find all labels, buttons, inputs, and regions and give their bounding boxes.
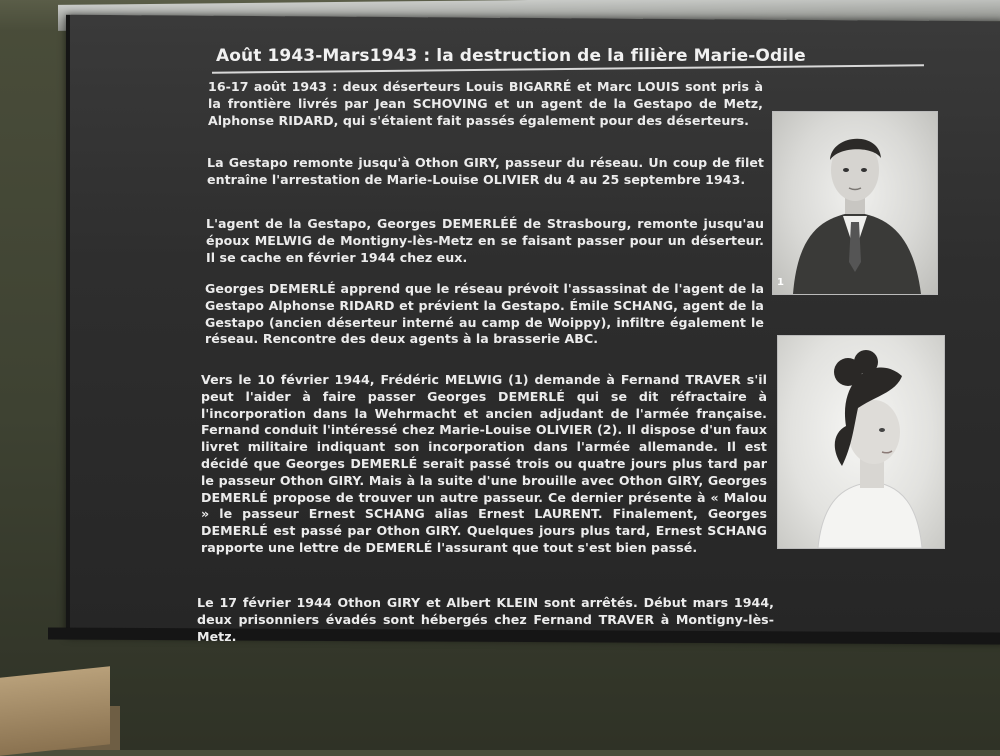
woman-portrait-illustration [778,336,944,548]
paragraph-1: 16-17 août 1943 : deux déserteurs Louis BIGARRÉ et Marc LOUIS sont pris à la frontière livrés par Jean SCHOVING et un agent de la Gestapo de Metz, Alphonse RIDARD, qui s'étaient fait passés également pour des déserteurs. [208,79,763,128]
slide-title: Août 1943-Mars1943 : la destruction de la filière Marie-Odile [216,46,806,66]
paragraph-6: Le 17 février 1944 Othon GIRY et Albert KLEIN sont arrêtés. Début mars 1944, deux prisonniers évadés sont hébergés chez Fernand TRAVER à Montigny-lès-Metz. [197,595,774,644]
portrait-photo-man [772,111,938,295]
man-portrait-illustration [773,112,937,294]
paragraph-5: Vers le 10 février 1944, Frédéric MELWIG (1) demande à Fernand TRAVER s'il peut l'aider à faire passer Georges DEMERLÉ qui se dit réfractaire à l'incorporation dans la Wehrmacht et ancien adjudant de l'armée française. Fernand conduit l'intéressé chez Marie-Louise OLIVIER (2). Il dispose d'un faux livret militaire indiquant son incorporation dans l'armée allemande. Il est décidé que Georges DEMERLÉ serait passé trois ou quatre jours plus tard par le passeur Othon GIRY. Mais à la suite d'une brouille avec Othon GIRY, Georges DEMERLÉ propose de trouver un autre passeur. Ce dernier présente à « Malou » le passeur Ernest SCHANG alias Ernest LAURENT. Finalement, Georges DEMERLÉ est passé par Othon GIRY. Quelques jours plus tard, Ernest SCHANG rapporte une lettre de DEMERLÉ l'assurant que tout s'est bien passé. [201,372,767,555]
paragraph-3: L'agent de la Gestapo, Georges DEMERLÉÉ de Strasbourg, remonte jusqu'au époux MELWIG de Montigny-lès-Metz en se faisant passer pour un déserteur. Il se cache en février 1944 chez eux. [206,216,764,265]
portrait-photo-woman [777,335,945,549]
wooden-desk-corner [0,666,110,756]
paragraph-4: Georges DEMERLÉ apprend que le réseau prévoit l'assassinat de l'agent de la Gestapo Alphonse RIDARD et prévient la Gestapo. Émile SCHANG, agent de la Gestapo (ancien déserteur interné au camp de Woippy), infiltre également le réseau. Rencontre des deux agents à la brasserie ABC. [205,281,764,347]
paragraph-2: La Gestapo remonte jusqu'à Othon GIRY, passeur du réseau. Un coup de filet entraîne l'arrestation de Marie-Louise OLIVIER du 4 au 25 septembre 1943. [207,155,764,187]
photo-number-label: 1 [777,277,784,288]
